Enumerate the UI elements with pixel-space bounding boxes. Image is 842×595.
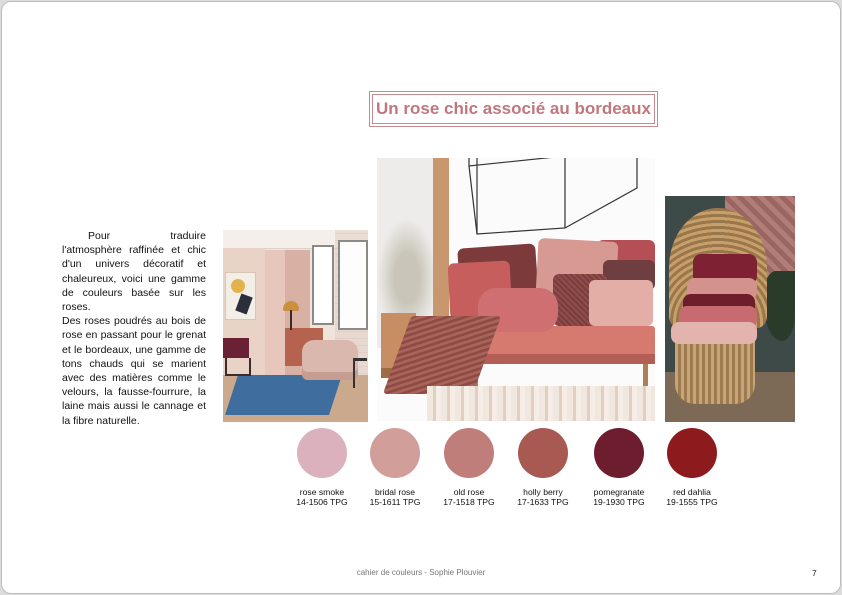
- blue-rug: [225, 375, 342, 415]
- swatch-old-rose: [429, 428, 509, 507]
- swatch-code: 14-1506 TPG: [296, 497, 348, 507]
- swatch-dot: [370, 428, 420, 478]
- berber-rug: [427, 386, 655, 421]
- swatch-dot: [444, 428, 494, 478]
- swatch-dot: [297, 428, 347, 478]
- swatch-holly-berry: [503, 428, 583, 507]
- page-title: Un rose chic associé au bordeaux: [372, 94, 655, 124]
- wire-cube-art: [467, 158, 647, 248]
- rattan-chair-base: [675, 336, 755, 404]
- living-room-photo: [223, 230, 368, 422]
- swatch-code: 17-1633 TPG: [517, 497, 569, 507]
- swatch-name: pomegranate: [593, 487, 645, 497]
- intro-paragraph-2: Des roses poudrés au bois de rose en passant pour le grenat et le bordeaux, une gamme de tons chauds qui se marient avec des matières comme le velours, la fausse-fourrure, la laine mais aussi le cannage et la fibre naturelle.: [62, 315, 206, 427]
- swatch-name: bridal rose: [374, 487, 416, 497]
- swatch-code: 17-1518 TPG: [443, 497, 495, 507]
- swatch-name: holly berry: [523, 487, 563, 497]
- swatch-rose-smoke: [282, 428, 362, 507]
- swatch-name: old rose: [453, 487, 485, 497]
- swatch-dot: [518, 428, 568, 478]
- swatch-bridal-rose: [355, 428, 435, 507]
- peacock-chair-photo: [665, 196, 795, 422]
- swatch-code: 15-1611 TPG: [369, 497, 421, 507]
- window: [312, 245, 334, 325]
- intro-paragraph-1: Pour traduire l'atmosphère raffinée et chic d'un univers décoratif et chaleureux, voici une gamme de couleurs basée sur les roses.: [62, 230, 206, 314]
- footer-text: cahier de couleurs - Sophie Plouvier: [356, 568, 486, 577]
- swatch-name: rose smoke: [299, 487, 345, 497]
- swatch-red-dahlia: [652, 428, 732, 507]
- window: [338, 240, 368, 330]
- document-page: [1, 1, 841, 594]
- swatch-pomegranate: [579, 428, 659, 507]
- title-frame: [369, 91, 658, 127]
- swatch-code: 19-1555 TPG: [666, 497, 718, 507]
- page-number: 7: [812, 568, 817, 578]
- intro-text: [62, 229, 206, 428]
- armchair: [302, 340, 358, 380]
- wall-art: [225, 272, 256, 320]
- swatch-dot: [667, 428, 717, 478]
- swatch-code: 19-1930 TPG: [593, 497, 645, 507]
- swatch-dot: [594, 428, 644, 478]
- swatch-name: red dahlia: [673, 487, 711, 497]
- sofa-photo: [377, 158, 655, 421]
